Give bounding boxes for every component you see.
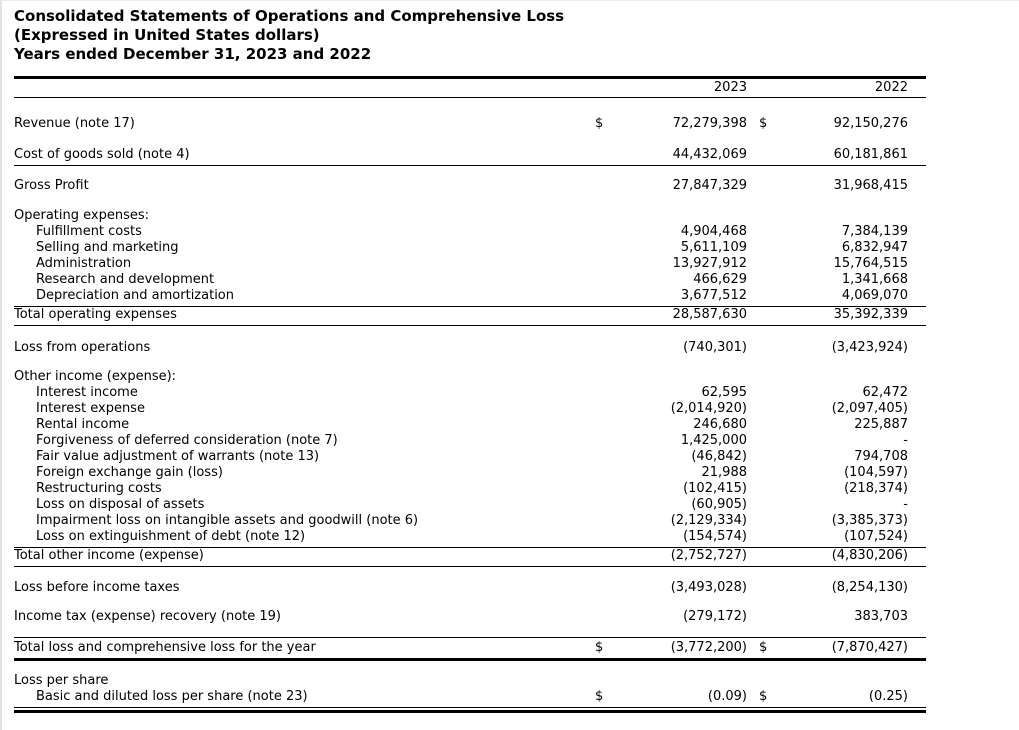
row-label: Total operating expenses xyxy=(14,307,177,322)
row-label: Total loss and comprehensive loss for the year xyxy=(14,640,316,655)
value-2022: 225,887 xyxy=(854,417,908,432)
row-label: Research and development xyxy=(36,272,215,287)
value-2022: 60,181,861 xyxy=(833,147,908,162)
table-row xyxy=(14,513,926,529)
table-row xyxy=(14,465,926,481)
value-2023: 62,595 xyxy=(701,385,747,400)
row-label: Other income (expense): xyxy=(14,369,177,384)
financial-statement-table xyxy=(14,76,926,708)
currency-symbol-2022: $ xyxy=(759,640,768,655)
value-2022: (107,524) xyxy=(844,529,908,544)
table-row xyxy=(14,580,926,596)
column-header-2023: 2023 xyxy=(713,80,747,95)
value-2023: (3,493,028) xyxy=(670,580,747,595)
value-2023: (740,301) xyxy=(683,340,747,355)
table-row xyxy=(14,288,926,307)
table-header-row xyxy=(14,79,926,98)
document-page xyxy=(2,1,1019,708)
currency-symbol-2023: $ xyxy=(595,689,604,704)
value-2023: (0.09) xyxy=(707,689,747,704)
value-2023: (2,014,920) xyxy=(670,401,747,416)
value-2022: 6,832,947 xyxy=(841,240,908,255)
value-2022: (4,830,206) xyxy=(831,548,908,563)
value-2022: 62,472 xyxy=(862,385,908,400)
table-row xyxy=(14,673,926,689)
row-label: Cost of goods sold (note 4) xyxy=(14,147,190,162)
document-subtitle-period: Years ended December 31, 2023 and 2022 xyxy=(14,45,372,63)
value-2023: (3,772,200) xyxy=(670,640,747,655)
row-label: Fair value adjustment of warrants (note 13) xyxy=(36,449,320,464)
row-label: Total other income (expense) xyxy=(14,548,204,563)
value-2022: (7,870,427) xyxy=(831,640,908,655)
table-row xyxy=(14,401,926,417)
currency-symbol-2022: $ xyxy=(759,116,768,131)
table-row xyxy=(14,240,926,256)
value-2022: (3,423,924) xyxy=(831,340,908,355)
row-label: Selling and marketing xyxy=(36,240,179,255)
value-2023: 28,587,630 xyxy=(672,307,747,322)
document-subtitle-currency: (Expressed in United States dollars) xyxy=(14,26,320,44)
table-row xyxy=(14,689,926,708)
value-2023: (279,172) xyxy=(683,609,747,624)
value-2023: (2,752,727) xyxy=(670,548,747,563)
table-row xyxy=(14,497,926,513)
value-2023: 1,425,000 xyxy=(680,433,747,448)
row-label: Impairment loss on intangible assets and goodwill (note 6) xyxy=(36,513,419,528)
value-2022: 92,150,276 xyxy=(833,116,908,131)
value-2022: (0.25) xyxy=(868,689,908,704)
row-label: Interest expense xyxy=(36,401,145,416)
value-2022: (218,374) xyxy=(844,481,908,496)
table-row xyxy=(14,147,926,166)
row-label: Revenue (note 17) xyxy=(14,116,135,131)
table-row xyxy=(14,385,926,401)
value-2023: 13,927,912 xyxy=(672,256,747,271)
value-2022: 794,708 xyxy=(854,449,908,464)
document-header xyxy=(14,7,1019,64)
row-label: Foreign exchange gain (loss) xyxy=(36,465,223,480)
row-label: Fulfillment costs xyxy=(36,224,142,239)
column-header-2022: 2022 xyxy=(874,80,908,95)
currency-symbol-2023: $ xyxy=(595,640,604,655)
value-2022: 383,703 xyxy=(854,609,908,624)
value-2022: 15,764,515 xyxy=(833,256,908,271)
value-2023: 246,680 xyxy=(693,417,747,432)
value-2022: (2,097,405) xyxy=(831,401,908,416)
value-2022: (3,385,373) xyxy=(831,513,908,528)
value-2023: 21,988 xyxy=(701,465,747,480)
row-label: Gross Profit xyxy=(14,178,89,193)
value-2023: (46,842) xyxy=(691,449,747,464)
row-label: Loss from operations xyxy=(14,340,151,355)
row-label: Loss before income taxes xyxy=(14,580,180,595)
value-2023: 3,677,512 xyxy=(680,288,747,303)
row-label: Operating expenses: xyxy=(14,208,150,223)
row-label: Loss per share xyxy=(14,673,109,688)
row-label: Loss on extinguishment of debt (note 12) xyxy=(36,529,306,544)
table-row xyxy=(14,609,926,625)
currency-symbol-2023: $ xyxy=(595,116,604,131)
value-2022: (8,254,130) xyxy=(831,580,908,595)
value-2022: 35,392,339 xyxy=(833,307,908,322)
table-row xyxy=(14,208,926,224)
table-row xyxy=(14,417,926,433)
value-2023: 72,279,398 xyxy=(672,116,747,131)
value-2023: 44,432,069 xyxy=(672,147,747,162)
row-label: Income tax (expense) recovery (note 19) xyxy=(14,609,281,624)
row-label: Rental income xyxy=(36,417,130,432)
value-2022: 4,069,070 xyxy=(841,288,908,303)
row-label: Forgiveness of deferred consideration (note 7) xyxy=(36,433,338,448)
value-2023: (154,574) xyxy=(683,529,747,544)
table-row xyxy=(14,116,926,132)
value-2022: - xyxy=(903,433,908,448)
table-row xyxy=(14,548,926,567)
row-label: Interest income xyxy=(36,385,138,400)
table-row xyxy=(14,433,926,449)
table-row xyxy=(14,369,926,385)
row-label: Depreciation and amortization xyxy=(36,288,234,303)
table-row xyxy=(14,637,926,661)
value-2023: 466,629 xyxy=(693,272,747,287)
value-2023: 5,611,109 xyxy=(680,240,747,255)
value-2023: (60,905) xyxy=(691,497,747,512)
table-row xyxy=(14,224,926,240)
value-2022: (104,597) xyxy=(844,465,908,480)
document-title: Consolidated Statements of Operations and Comprehensive Loss xyxy=(14,7,565,25)
value-2022: 1,341,668 xyxy=(841,272,908,287)
table-row xyxy=(14,340,926,356)
table-body xyxy=(14,116,926,708)
value-2023: (2,129,334) xyxy=(670,513,747,528)
row-label: Administration xyxy=(36,256,132,271)
value-2023: (102,415) xyxy=(683,481,747,496)
table-row xyxy=(14,307,926,326)
table-row xyxy=(14,272,926,288)
currency-symbol-2022: $ xyxy=(759,689,768,704)
value-2022: 7,384,139 xyxy=(841,224,908,239)
row-label: Loss on disposal of assets xyxy=(36,497,205,512)
value-2023: 4,904,468 xyxy=(680,224,747,239)
table-row xyxy=(14,529,926,548)
table-row xyxy=(14,256,926,272)
value-2022: - xyxy=(903,497,908,512)
value-2023: 27,847,329 xyxy=(672,178,747,193)
value-2022: 31,968,415 xyxy=(833,178,908,193)
table-row xyxy=(14,449,926,465)
table-row xyxy=(14,481,926,497)
row-label: Basic and diluted loss per share (note 23) xyxy=(36,689,308,704)
table-row xyxy=(14,178,926,194)
row-label: Restructuring costs xyxy=(36,481,162,496)
